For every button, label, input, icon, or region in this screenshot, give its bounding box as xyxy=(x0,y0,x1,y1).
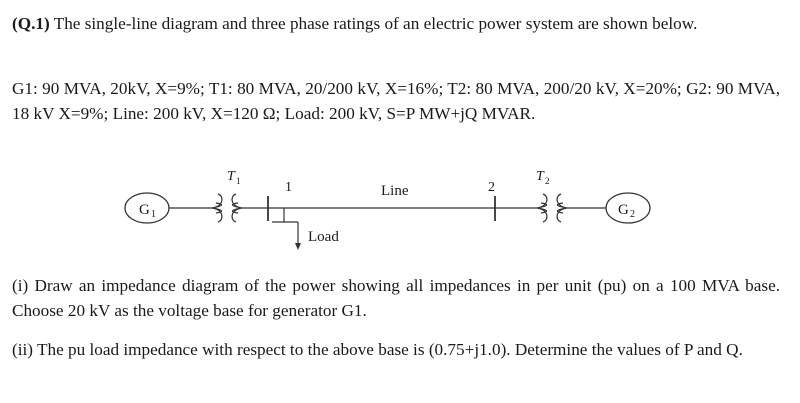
bus-1-label: 1 xyxy=(285,180,292,195)
generator-g2 xyxy=(606,193,650,223)
question-intro-text: The single-line diagram and three phase ratings of an electric power system are shown below. xyxy=(49,14,698,33)
single-line-diagram xyxy=(0,155,800,255)
g1-label: G xyxy=(139,202,150,218)
load xyxy=(272,208,339,250)
question-number: (Q.1) xyxy=(12,14,50,33)
ratings-paragraph: G1: 90 MVA, 20kV, X=9%; T1: 80 MVA, 20/200 kV, X=16%; T2: 80 MVA, 200/20 kV, X=20%; G2: 90 MVA, 18 kV X=9%; Line: 200 kV, X=120 Ω; Load: 200 kV, S=P MW+jQ MVAR. xyxy=(12,79,780,123)
load-arrow-icon xyxy=(295,243,301,250)
part-i-paragraph: (i) Draw an impedance diagram of the power showing all impedances in per unit (pu) on a 100 MVA base. Choose 20 kV as the voltage base for generator G1. xyxy=(12,276,780,320)
bus-2-label: 2 xyxy=(488,180,495,195)
t2-label: T xyxy=(536,169,544,184)
line-label: Line xyxy=(381,183,409,199)
load-label: Load xyxy=(308,229,339,245)
transformer-t2 xyxy=(536,169,567,222)
transformer-t1 xyxy=(212,169,242,222)
t2-subscript: 2 xyxy=(545,176,550,186)
g2-subscript: 2 xyxy=(630,209,635,220)
generator-g1 xyxy=(125,193,169,223)
question-intro xyxy=(12,11,780,36)
t1-label: T xyxy=(227,169,235,184)
g1-subscript: 1 xyxy=(151,209,156,220)
t1-subscript: 1 xyxy=(236,176,241,186)
g2-label: G xyxy=(618,202,629,218)
part-ii-paragraph: (ii) The pu load impedance with respect to the above base is (0.75+j1.0). Determine the values of P and Q. xyxy=(12,340,743,359)
